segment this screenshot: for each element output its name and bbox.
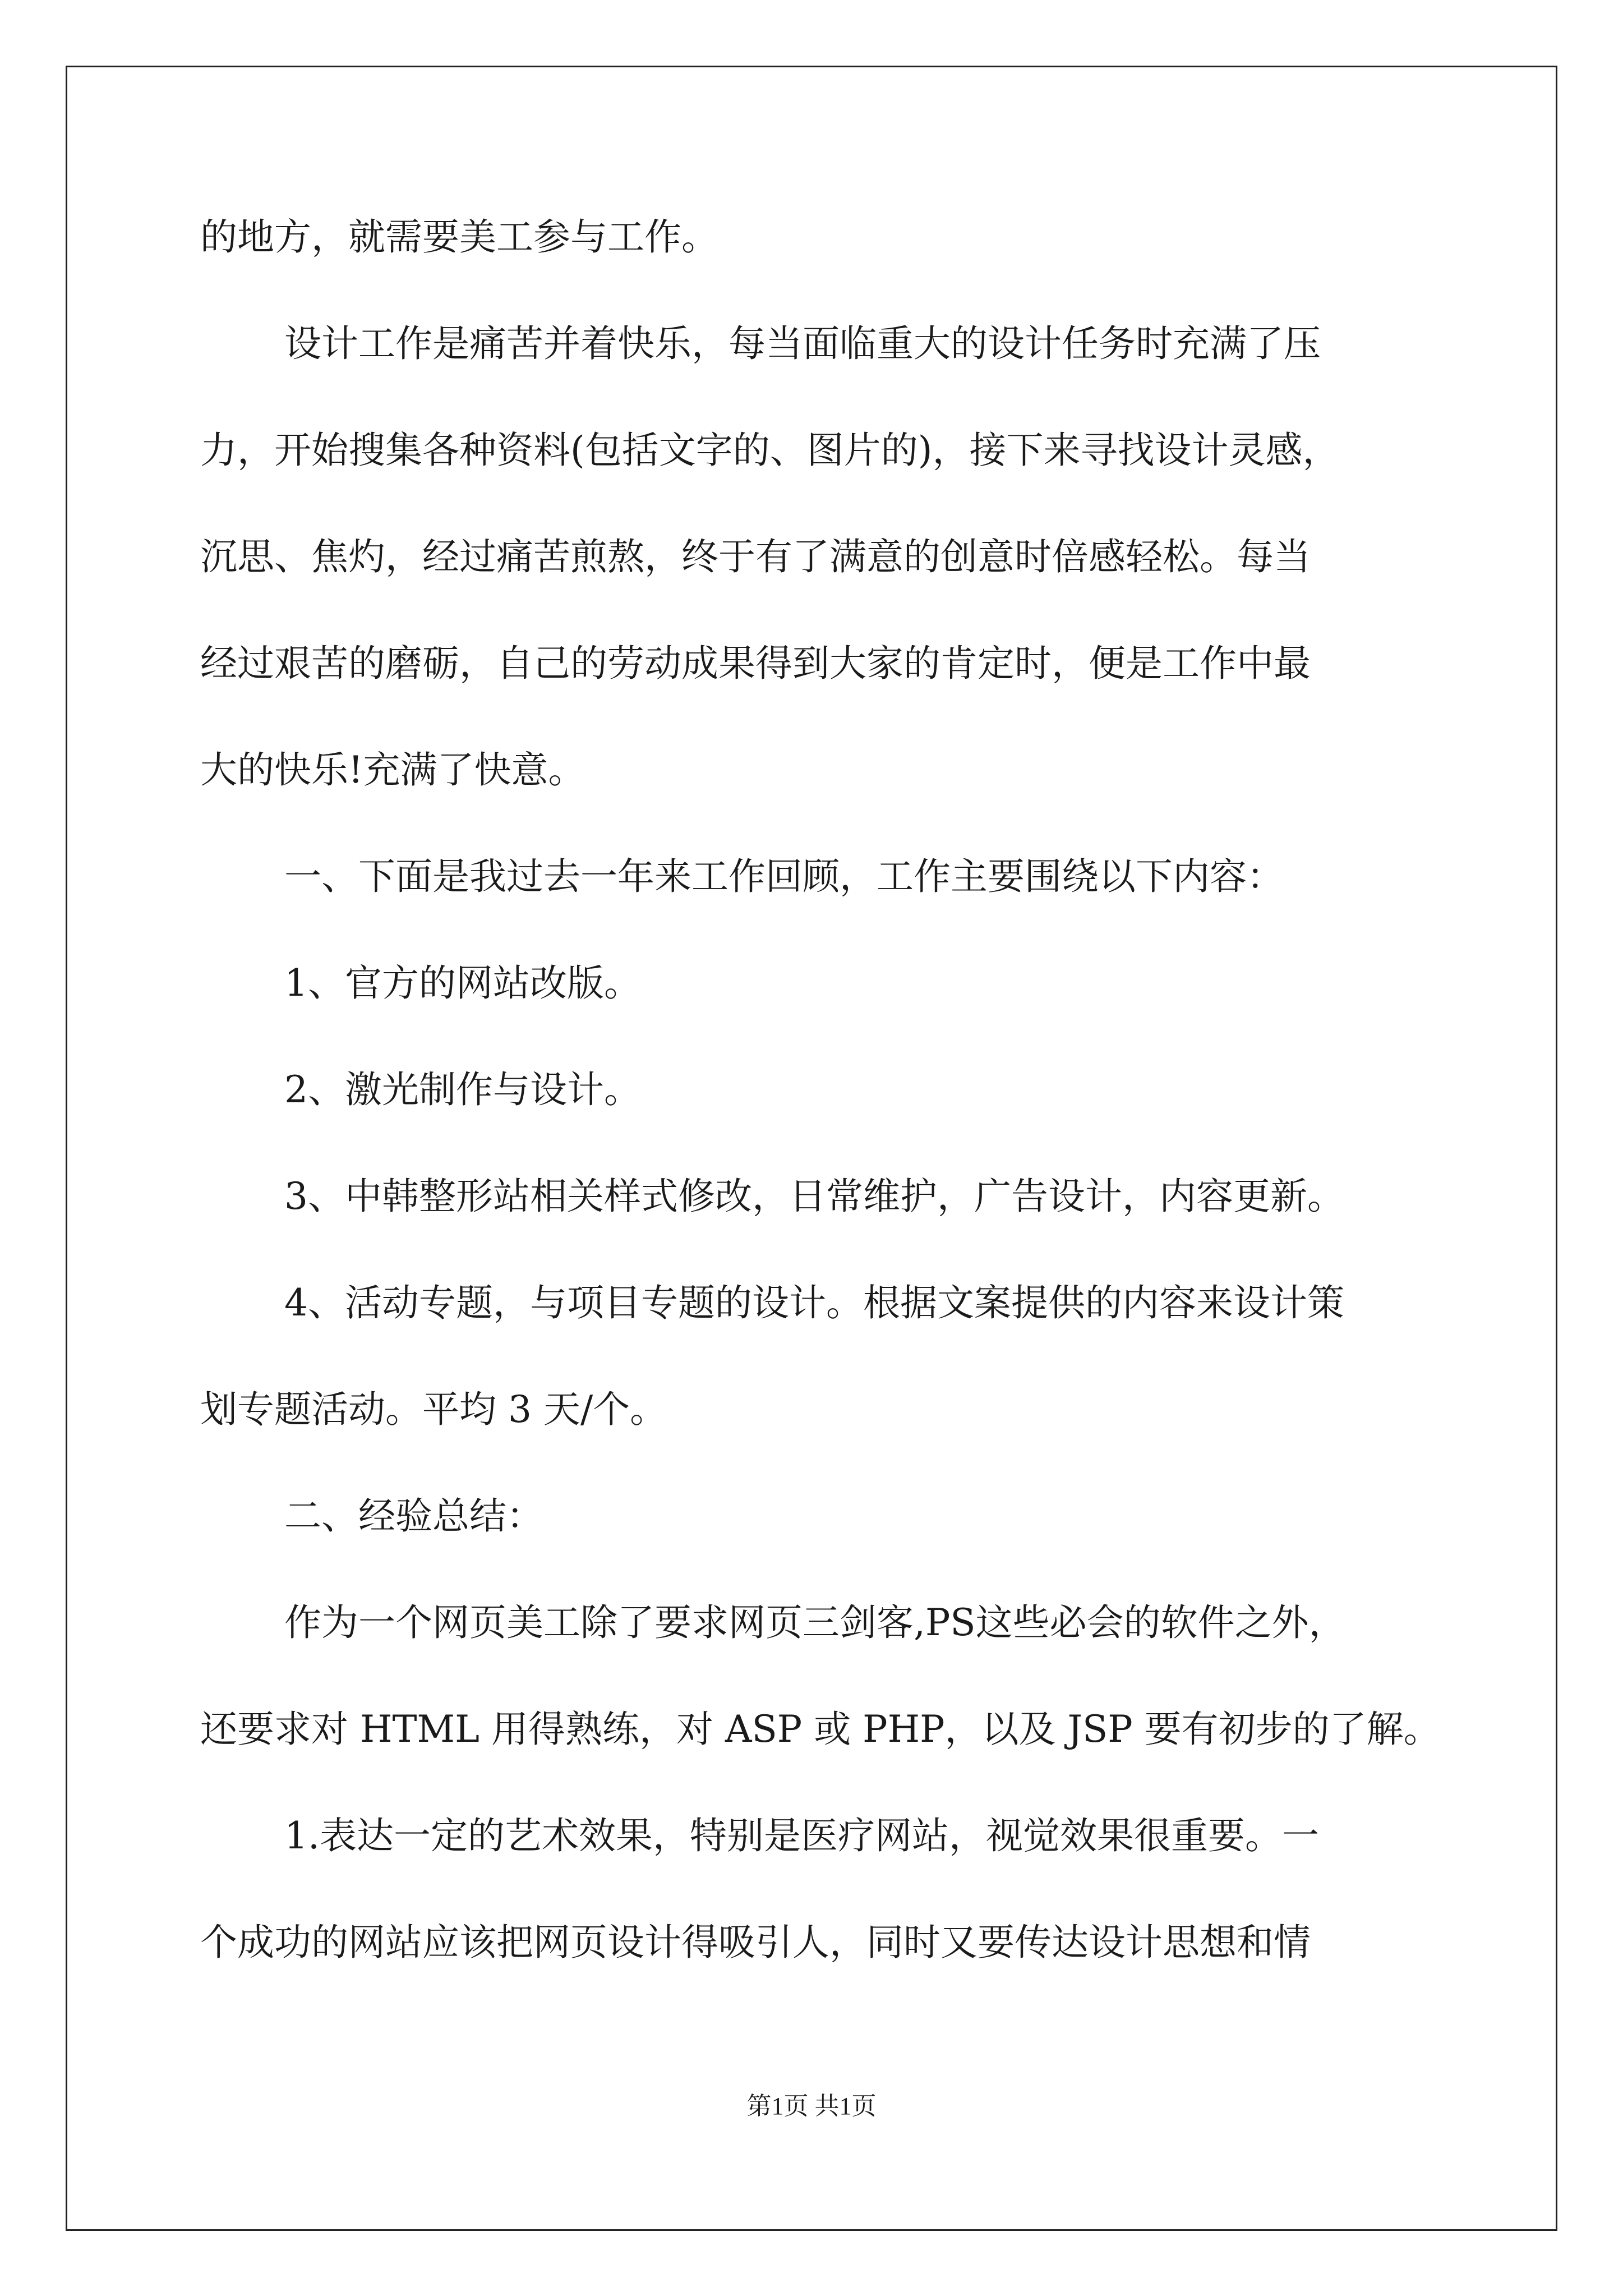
text-line-5: 经过艰苦的磨砺，自己的劳动成果得到大家的肯定时，便是工作中最 [200, 642, 1311, 685]
section-heading-review: 一、下面是我过去一年来工作回顾，工作主要围绕以下内容： [284, 855, 1284, 898]
list-item-1: 1、官方的网站改版。 [284, 961, 641, 1005]
text-line-14: 作为一个网页美工除了要求网页三剑客,PS这些必会的软件之外， [284, 1601, 1346, 1644]
text-line-4: 沉思、焦灼，经过痛苦煎熬，终于有了满意的创意时倍感轻松。每当 [200, 535, 1311, 578]
document-body [200, 184, 1440, 1996]
list-item-2: 2、激光制作与设计。 [284, 1068, 641, 1111]
text-line-17: 个成功的网站应该把网页设计得吸引人，同时又要传达设计思想和情 [200, 1921, 1311, 1964]
text-line-16: 1.表达一定的艺术效果，特别是医疗网站，视觉效果很重要。一 [284, 1814, 1319, 1857]
text-line-3: 力，开始搜集各种资料(包括文字的、图片的)，接下来寻找设计灵感， [200, 429, 1340, 472]
text-line-1: 的地方，就需要美工参与工作。 [200, 215, 718, 259]
text-line-6: 大的快乐!充满了快意。 [200, 748, 585, 792]
text-line-12: 划专题活动。平均 3 天/个。 [200, 1388, 667, 1431]
page-number-footer: 第1页 共1页 [746, 2092, 877, 2120]
list-item-4: 4、活动专题，与项目专题的设计。根据文案提供的内容来设计策 [284, 1281, 1344, 1324]
list-item-3: 3、中韩整形站相关样式修改，日常维护，广告设计，内容更新。 [284, 1175, 1344, 1218]
section-heading-summary: 二、经验总结： [284, 1494, 543, 1538]
text-line-2: 设计工作是痛苦并着快乐，每当面临重大的设计任务时充满了压 [284, 322, 1321, 365]
text-line-15: 还要求对 HTML 用得熟练，对 ASP 或 PHP，以及 JSP 要有初步的了解。 [200, 1708, 1441, 1751]
